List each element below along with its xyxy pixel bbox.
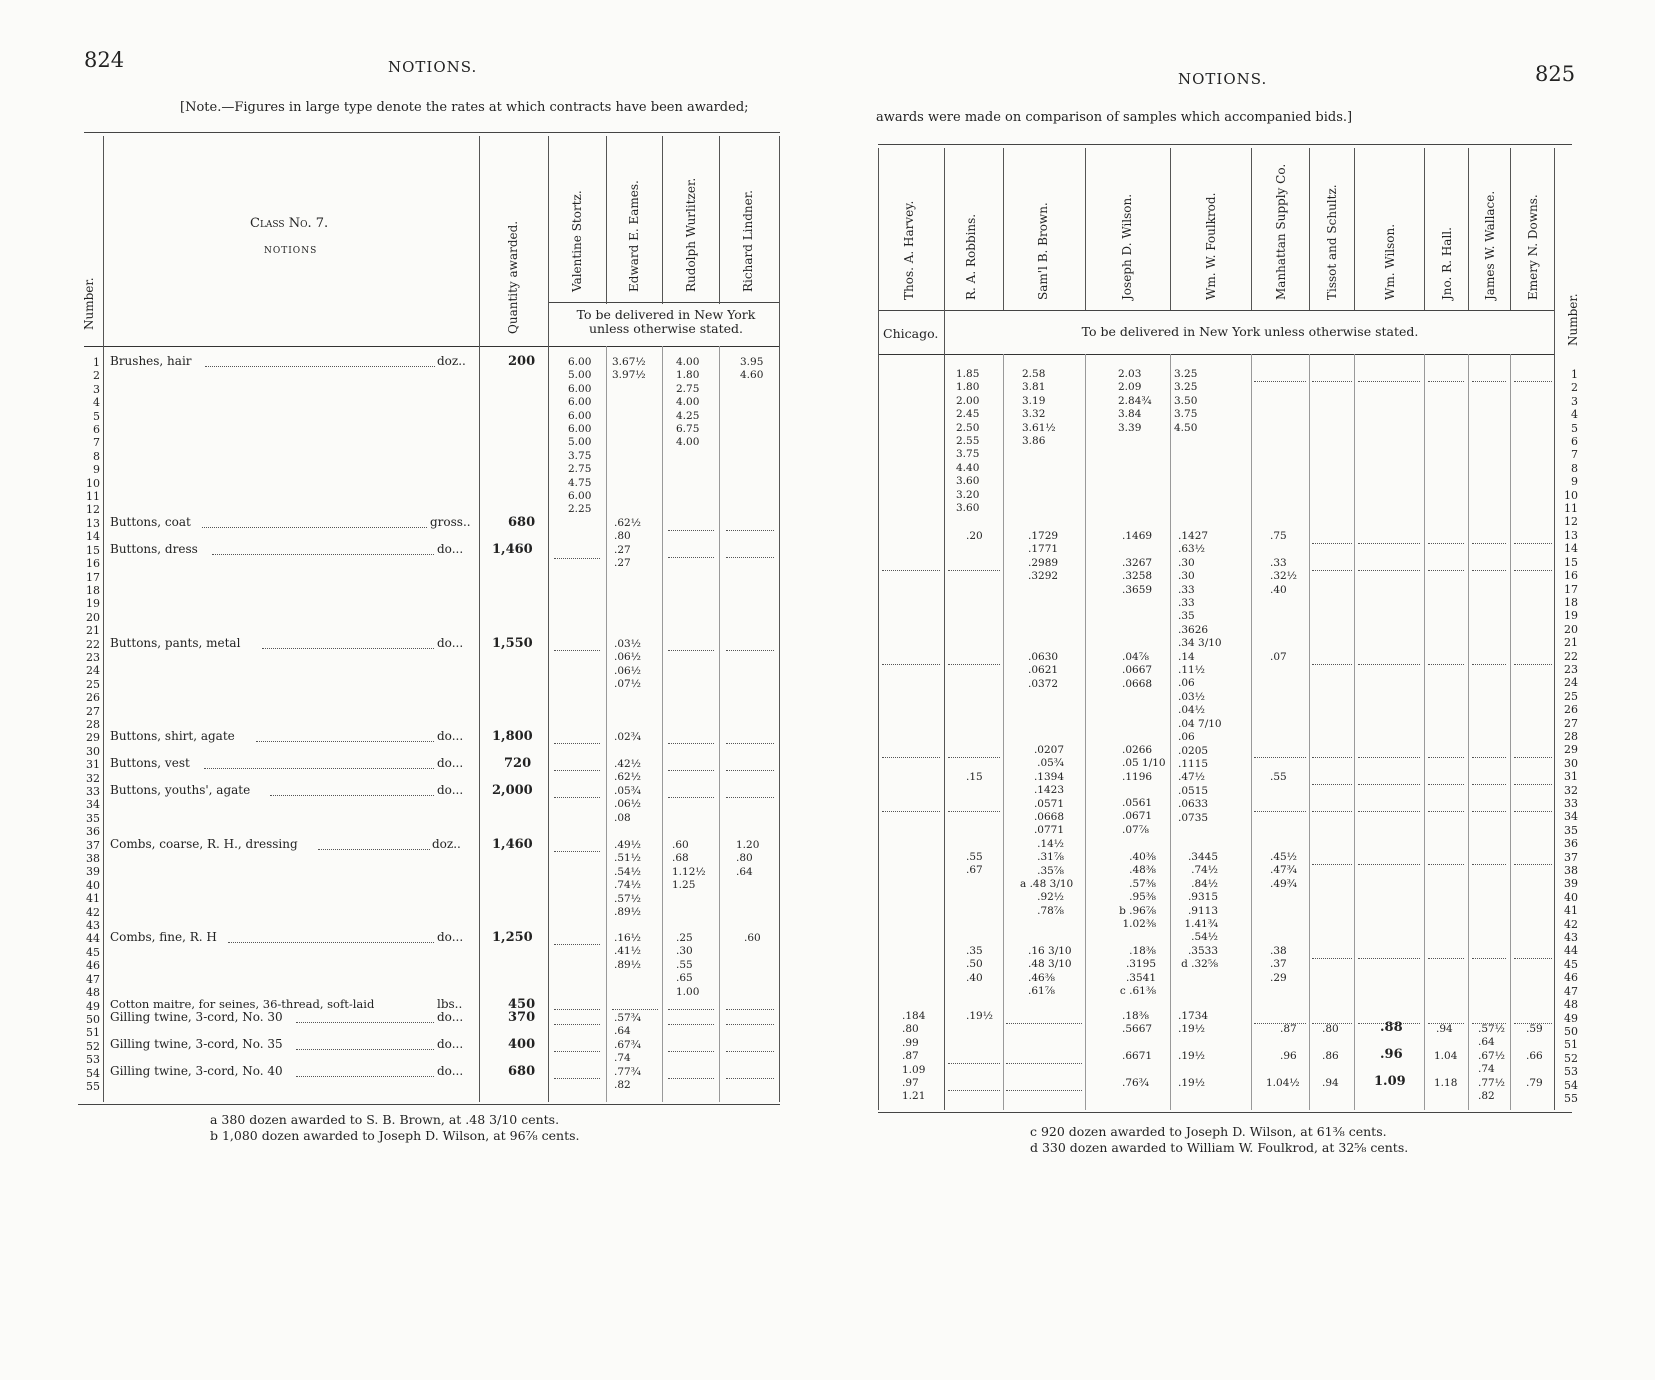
unit-49: lbs.. <box>437 997 463 1011</box>
delivery-note-left: To be delivered in New York unless otherwise stated. <box>576 307 756 336</box>
page-number-left: 824 <box>84 48 125 72</box>
wm-wilson-values-54: 1.09 <box>1374 1074 1406 1089</box>
qty-49: 450 <box>508 997 536 1012</box>
robbins-values-13: .20 <box>966 530 983 542</box>
robbins-values-1: 1.85 1.80 2.00 2.45 2.50 2.55 3.75 4.40 3.60 3.20 3.60 <box>956 368 980 515</box>
unit-1: doz.. <box>437 354 466 368</box>
robbins-values-37: .55 .67 <box>966 851 983 877</box>
foulkrod-values-54: .19½ <box>1178 1077 1205 1089</box>
footnote-b: b 1,080 dozen awarded to Joseph D. Wilson, at 96⅞ cents. <box>210 1128 580 1143</box>
unit-52: do... <box>437 1037 464 1051</box>
number-header: Number. <box>82 277 96 330</box>
bidder-eames: Edward E. Eames. <box>627 180 641 292</box>
quantity-header: Quantity awarded. <box>506 220 520 334</box>
manhattan-values-15: .33 .32½ .40 <box>1270 557 1297 596</box>
manhattan-values-50: .87 <box>1280 1023 1297 1035</box>
foulkrod-values-13: .1427 .63½ .30 .30 .33 .33 .35 .3626 .34 3/10 .14 .11½ .06 .03½ .04½ .04 7/10 .06 .0205 .1115 .47½ .0515 .0633 .0735 <box>1178 530 1222 824</box>
unit-44: do... <box>437 930 464 944</box>
qty-52: 400 <box>508 1037 536 1052</box>
bidder-foulkrod: Wm. W. Foulkrod. <box>1204 192 1218 300</box>
bidder-wallace: James W. Wallace. <box>1483 190 1497 300</box>
jd-wilson-values-52: .6671 <box>1122 1050 1153 1062</box>
foulkrod-values-52: .19½ <box>1178 1050 1205 1062</box>
foulkrod-values-49: .1734 .19½ <box>1178 1010 1209 1036</box>
bidder-brown: Sam'l B. Brown. <box>1036 202 1050 300</box>
qty-13: 680 <box>508 515 536 530</box>
item-buttons-coat: Buttons, coat <box>110 515 191 529</box>
page-title-left: NOTIONS. <box>388 58 478 76</box>
brown-values-44: .16 3/10 .48 3/10 .46⅜ .61⅞ <box>1028 945 1072 998</box>
manhattan-values-22: .07 <box>1270 651 1287 663</box>
eames-values-37: .49½ .51½ .54½ .74½ .57½ .89½ <box>614 839 641 919</box>
row-numbers-left: 1 2 3 4 5 6 7 8 9 10 11 12 13 14 15 16 17 18 19 20 21 22 23 24 25 26 27 28 29 30 31 32 33 34 35 36 37 38 39 40 41 42 43 44 45 46 47 48 49 50 51 52 53 54 55 <box>86 356 100 1093</box>
jd-wilson-values-33: .0561 .0671 .07⅞ <box>1122 797 1153 836</box>
jd-wilson-values-13: .1469 <box>1122 530 1153 542</box>
bidder-robbins: R. A. Robbins. <box>964 213 978 300</box>
eames-values-44: .16½ .41½ .89½ <box>614 932 641 971</box>
eames-values-1: 3.67½ 3.97½ <box>612 356 646 382</box>
bidder-downs: Emery N. Downs. <box>1526 194 1540 300</box>
item-buttons-youths: Buttons, youths', agate <box>110 783 251 797</box>
jd-wilson-values-44: .18⅜ .3195 .3541 c .61⅜ <box>1119 945 1156 998</box>
manhattan-values-44: .38 .37 .29 <box>1270 945 1287 984</box>
jd-wilson-values-54: .76¾ <box>1122 1077 1149 1089</box>
bidder-tissot: Tissot and Schultz. <box>1325 184 1339 300</box>
eames-values-29: .02¾ <box>614 731 641 743</box>
bidder-harvey: Thos. A. Harvey. <box>902 200 916 300</box>
robbins-values-44: .35 .50 .40 <box>966 945 983 984</box>
item-buttons-pants: Buttons, pants, metal <box>110 636 241 650</box>
foulkrod-values-1: 3.25 3.25 3.50 3.75 4.50 <box>1174 368 1198 434</box>
class-label: Class No. 7. <box>250 216 329 231</box>
brown-values-13: .1729 .1771 .2989 .3292 <box>1028 530 1059 583</box>
lindner-values-1: 3.95 4.60 <box>740 356 764 382</box>
manhattan-values-37: .45½ .47¾ .49¾ <box>1270 851 1297 890</box>
wurlitzer-values-44: .25 .30 .55 .65 1.00 <box>676 932 700 998</box>
class-sub: NOTIONS <box>264 246 318 256</box>
qty-50: 370 <box>508 1010 536 1025</box>
unit-33: do... <box>437 783 464 797</box>
item-gilling-40: Gilling twine, 3-cord, No. 40 <box>110 1064 283 1078</box>
footnote-c: c 920 dozen awarded to Joseph D. Wilson, at 61⅜ cents. <box>1030 1124 1387 1139</box>
brown-values-22: .0630 .0621 .0372 <box>1028 651 1059 690</box>
qty-37: 1,460 <box>492 837 533 852</box>
wurlitzer-values-37: .60 .68 1.12½ 1.25 <box>672 839 706 892</box>
jd-wilson-values-22: .04⅞ .0667 .0668 <box>1122 651 1153 690</box>
note-right: awards were made on comparison of samples which accompanied bids.] <box>876 110 1353 125</box>
unit-50: do... <box>437 1010 464 1024</box>
qty-15: 1,460 <box>492 542 533 557</box>
hall-values-52: 1.04 <box>1434 1050 1458 1062</box>
lindner-values-44: .60 <box>744 932 761 944</box>
qty-44: 1,250 <box>492 930 533 945</box>
item-buttons-shirt: Buttons, shirt, agate <box>110 729 235 743</box>
robbins-values-49: .19½ <box>966 1010 993 1022</box>
qty-29: 1,800 <box>492 729 533 744</box>
eames-values-22: .03½ .06½ .06½ .07½ <box>614 638 641 691</box>
downs-values-52: .66 <box>1526 1050 1543 1062</box>
row-numbers-right: 1 2 3 4 5 6 7 8 9 10 11 12 13 14 15 16 17 18 19 20 21 22 23 24 25 26 27 28 29 30 31 32 33 34 35 36 37 38 39 40 41 42 43 44 45 46 47 48 49 50 51 52 53 54 55 <box>1564 368 1578 1105</box>
jd-wilson-values-1: 2.03 2.09 2.84¾ 3.84 3.39 <box>1118 368 1152 434</box>
bidder-wm-wilson: Wm. Wilson. <box>1383 223 1397 300</box>
item-buttons-dress: Buttons, dress <box>110 542 198 556</box>
hall-values-54: 1.18 <box>1434 1077 1458 1089</box>
manhattan-values-54: 1.04½ <box>1266 1077 1300 1089</box>
brown-values-1: 2.58 3.81 3.19 3.32 3.61½ 3.86 <box>1022 368 1056 448</box>
jd-wilson-values-37: .40⅜ .48⅜ .57⅜ .95⅜ b .96⅞ 1.02⅜ <box>1119 851 1156 931</box>
chicago-label: Chicago. <box>883 326 939 341</box>
unit-13: gross.. <box>430 515 471 529</box>
eames-values-31: .42½ .62½ .05¾ .06½ .08 <box>614 758 641 824</box>
harvey-values: .184 .80 .99 .87 1.09 .97 1.21 <box>902 1010 926 1103</box>
manhattan-values-13: .75 <box>1270 530 1287 542</box>
bidder-jd-wilson: Joseph D. Wilson. <box>1120 193 1134 300</box>
tissot-values-52: .86 <box>1322 1050 1339 1062</box>
footnote-a: a 380 dozen awarded to S. B. Brown, at .48 3/10 cents. <box>210 1112 560 1127</box>
downs-values-50: .59 <box>1526 1023 1543 1035</box>
lindner-values-37: 1.20 .80 .64 <box>736 839 760 878</box>
eames-values-13: .62½ .80 .27 .27 <box>614 517 641 570</box>
qty-33: 2,000 <box>492 783 533 798</box>
stortz-values: 6.00 5.00 6.00 6.00 6.00 6.00 5.00 3.75 2.75 4.75 6.00 2.25 <box>568 356 592 516</box>
downs-values-54: .79 <box>1526 1077 1543 1089</box>
bidder-lindner: Richard Lindner. <box>741 190 755 292</box>
qty-1: 200 <box>508 354 536 369</box>
unit-22: do... <box>437 636 464 650</box>
unit-29: do... <box>437 729 464 743</box>
eames-values-50: .57¾ .64 .67¾ .74 .77¾ .82 <box>614 1012 641 1092</box>
bidder-stortz: Valentine Stortz. <box>570 190 584 292</box>
unit-54: do... <box>437 1064 464 1078</box>
unit-15: do... <box>437 542 464 556</box>
foulkrod-values-37: .3445 .74½ .84½ .9315 .9113 1.41¾ .54½ .3533 d .32⅝ <box>1181 851 1218 971</box>
jd-wilson-values-49: .18⅜ .5667 <box>1122 1010 1153 1036</box>
qty-22: 1,550 <box>492 636 533 651</box>
item-combs-coarse: Combs, coarse, R. H., dressing <box>110 837 298 851</box>
footnote-d: d 330 dozen awarded to William W. Foulkrod, at 32⅝ cents. <box>1030 1140 1409 1155</box>
bidder-wurlitzer: Rudolph Wurlitzer. <box>684 177 698 292</box>
item-buttons-vest: Buttons, vest <box>110 756 190 770</box>
hall-values-50: .94 <box>1436 1023 1453 1035</box>
wurlitzer-values-1: 4.00 1.80 2.75 4.00 4.25 6.75 4.00 <box>676 356 700 449</box>
qty-54: 680 <box>508 1064 536 1079</box>
tissot-values-50: .80 <box>1322 1023 1339 1035</box>
item-combs-fine: Combs, fine, R. H <box>110 930 217 944</box>
wm-wilson-values-52: .96 <box>1380 1047 1403 1062</box>
unit-31: do... <box>437 756 464 770</box>
manhattan-values-31: .55 <box>1270 771 1287 783</box>
bidder-manhattan: Manhattan Supply Co. <box>1274 163 1288 300</box>
manhattan-values-52: .96 <box>1280 1050 1297 1062</box>
item-gilling-30: Gilling twine, 3-cord, No. 30 <box>110 1010 283 1024</box>
item-brushes-hair: Brushes, hair <box>110 354 192 368</box>
tissot-values-54: .94 <box>1322 1077 1339 1089</box>
wallace-values-50: .57½ .64 .67½ .74 .77½ .82 <box>1478 1023 1505 1103</box>
unit-37: doz.. <box>432 837 461 851</box>
page-title-right: NOTIONS. <box>1178 70 1268 88</box>
robbins-values-31: .15 <box>966 771 983 783</box>
page-number-right: 825 <box>1535 62 1576 86</box>
note-left: [Note.—Figures in large type denote the rates at which contracts have been awarded; <box>180 100 749 115</box>
jd-wilson-values-29: .0266 .05 1/10 .1196 <box>1122 744 1166 783</box>
jd-wilson-values-15: .3267 .3258 .3659 <box>1122 557 1153 596</box>
bidder-hall: Jno. R. Hall. <box>1440 227 1454 300</box>
qty-31: 720 <box>504 756 532 771</box>
brown-values-29: .0207 .05¾ .1394 .1423 .0571 .0668 .0771 .14½ .31⅞ .35⅞ a .48 3/10 .92½ .78⅞ <box>1020 744 1074 917</box>
item-gilling-35: Gilling twine, 3-cord, No. 35 <box>110 1037 283 1051</box>
number-header-right: Number. <box>1566 293 1580 346</box>
wm-wilson-values-50: .88 <box>1380 1020 1403 1035</box>
item-cotton-maitre: Cotton maitre, for seines, 36-thread, soft-laid <box>110 997 375 1011</box>
delivery-note-right: To be delivered in New York unless otherwise stated. <box>1081 324 1419 339</box>
